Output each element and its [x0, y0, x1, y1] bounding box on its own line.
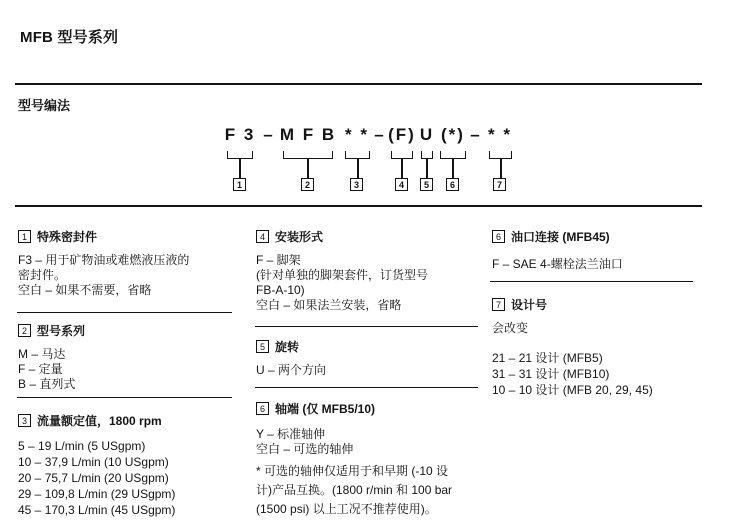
- connector-line-7: [500, 158, 502, 178]
- text-line: FB-A-10): [256, 283, 305, 297]
- text-line: 45 – 170,3 L/min (45 USgpm): [18, 503, 176, 517]
- section-model-series: [18, 322, 233, 392]
- text-line: 31 – 31 设计 (MFB10): [492, 367, 610, 381]
- section-flow-rating: [18, 412, 233, 518]
- text-line: 10 – 37,9 L/min (10 USgpm): [18, 455, 169, 469]
- ref-number-box-7: 7: [493, 178, 506, 191]
- section-body: [18, 253, 233, 298]
- code-segment-5: U: [419, 125, 435, 144]
- section-title: 安装形式: [275, 230, 324, 244]
- section-body: [18, 438, 233, 518]
- code-segment-1: F 3: [224, 125, 256, 144]
- section-title: 特殊密封件: [37, 230, 98, 244]
- section-title: 油口连接 (MFB45): [511, 230, 610, 244]
- code-dash-3: –: [470, 125, 482, 144]
- text-line: 空白 – 如果法兰安装，省略: [256, 298, 402, 312]
- section-shaft-end: [256, 400, 480, 457]
- section-header: [256, 400, 480, 417]
- section-title: 轴端 (仅 MFB5/10): [275, 402, 376, 416]
- left-column-divider-2: [17, 397, 232, 398]
- code-dash-1: –: [263, 125, 275, 144]
- text-line: Y – 标准轴伸: [256, 427, 326, 441]
- section-design-number: [492, 296, 702, 398]
- section-number-box: 2: [18, 324, 31, 337]
- section-header: [492, 228, 702, 245]
- code-segment-4: (F): [388, 125, 416, 144]
- text-line: 10 – 10 设计 (MFB 20, 29, 45): [492, 383, 653, 397]
- connector-line-3: [357, 158, 359, 178]
- section-mounting: [256, 228, 480, 313]
- connector-line-5: [426, 158, 428, 178]
- section-special-seals: [18, 228, 233, 298]
- section-number-box: 7: [492, 298, 505, 311]
- text-line: 计)产品互换。(1800 r/min 和 100 bar: [256, 483, 453, 497]
- section-number-box: 1: [18, 230, 31, 243]
- text-line: 5 – 19 L/min (5 USgpm): [18, 439, 146, 453]
- code-segment-6: (*): [441, 125, 465, 144]
- text-line: 空白 – 如果不需要，省略: [18, 283, 152, 297]
- ref-number-box-6: 6: [446, 178, 459, 191]
- section-port-connection: [492, 228, 702, 272]
- text-line: 20 – 75,7 L/min (20 USgpm): [18, 471, 169, 485]
- section-number-box: 4: [256, 230, 269, 243]
- section-body: [492, 321, 702, 336]
- text-line: 密封件。: [18, 268, 67, 282]
- section-body: [256, 427, 480, 457]
- connector-line-4: [401, 158, 403, 178]
- section-title: 流量额定值，1800 rpm: [37, 414, 162, 428]
- section-body: [492, 257, 702, 272]
- right-column-divider-1: [490, 281, 693, 282]
- section-header: [18, 322, 233, 339]
- section-rotation: [256, 338, 480, 378]
- left-column-divider-1: [17, 312, 232, 313]
- section-body: [18, 347, 233, 392]
- text-line: B – 直列式: [18, 377, 76, 391]
- header-divider: [15, 83, 702, 85]
- text-line: F – 脚架: [256, 253, 301, 267]
- section-number-box: 6: [492, 230, 505, 243]
- shaft-end-footnote: [256, 462, 452, 519]
- code-segment-3: * *: [345, 125, 369, 144]
- section-body: [256, 253, 480, 313]
- text-line: F3 – 用于矿物油或难燃液压液的: [18, 253, 190, 267]
- section-header: [492, 296, 702, 313]
- middle-column-divider-1: [255, 326, 478, 327]
- text-line: M – 马达: [18, 347, 66, 361]
- section-header: [256, 228, 480, 245]
- code-segment-7: * *: [488, 125, 512, 144]
- text-line: U – 两个方向: [256, 363, 327, 377]
- ref-number-box-4: 4: [395, 178, 408, 191]
- text-line: 会改变: [492, 321, 529, 335]
- section-number-box: 5: [256, 340, 269, 353]
- section-number-box: 6: [256, 402, 269, 415]
- text-line: F – 定量: [18, 362, 63, 376]
- section-title: 旋转: [275, 340, 300, 354]
- section-header: [18, 412, 233, 429]
- text-line: 29 – 109,8 L/min (29 USgpm): [18, 487, 176, 501]
- design-number-list: [492, 350, 702, 398]
- middle-column-divider-2: [255, 387, 478, 388]
- section-body: [256, 363, 480, 378]
- section-heading-model-coding: 型号编法: [18, 98, 71, 113]
- ref-number-box-5: 5: [420, 178, 433, 191]
- section-header: [256, 338, 480, 355]
- ref-number-box-1: 1: [233, 178, 246, 191]
- page-title: MFB 型号系列: [20, 29, 119, 46]
- text-line: F – SAE 4-螺栓法兰油口: [492, 257, 623, 271]
- text-line: 21 – 21 设计 (MFB5): [492, 351, 603, 365]
- ref-number-box-2: 2: [301, 178, 314, 191]
- section-header: [18, 228, 233, 245]
- connector-line-1: [239, 158, 241, 178]
- text-line: * 可选的轴伸仅适用于和早期 (-10 设: [256, 464, 449, 478]
- connector-line-2: [307, 158, 309, 178]
- code-segment-2: M F B: [279, 125, 337, 144]
- ref-number-box-3: 3: [350, 178, 363, 191]
- code-dash-2: –: [374, 125, 386, 144]
- section-number-box: 3: [18, 414, 31, 427]
- connector-line-6: [452, 158, 454, 178]
- text-line: (针对单独的脚架套件，订货型号: [256, 268, 428, 282]
- text-line: 空白 – 可选的轴伸: [256, 442, 354, 456]
- text-line: (1500 psi) 以上工况不推荐使用)。: [256, 502, 437, 516]
- diagram-divider: [15, 205, 702, 207]
- section-title: 设计号: [511, 298, 548, 312]
- section-title: 型号系列: [37, 324, 86, 338]
